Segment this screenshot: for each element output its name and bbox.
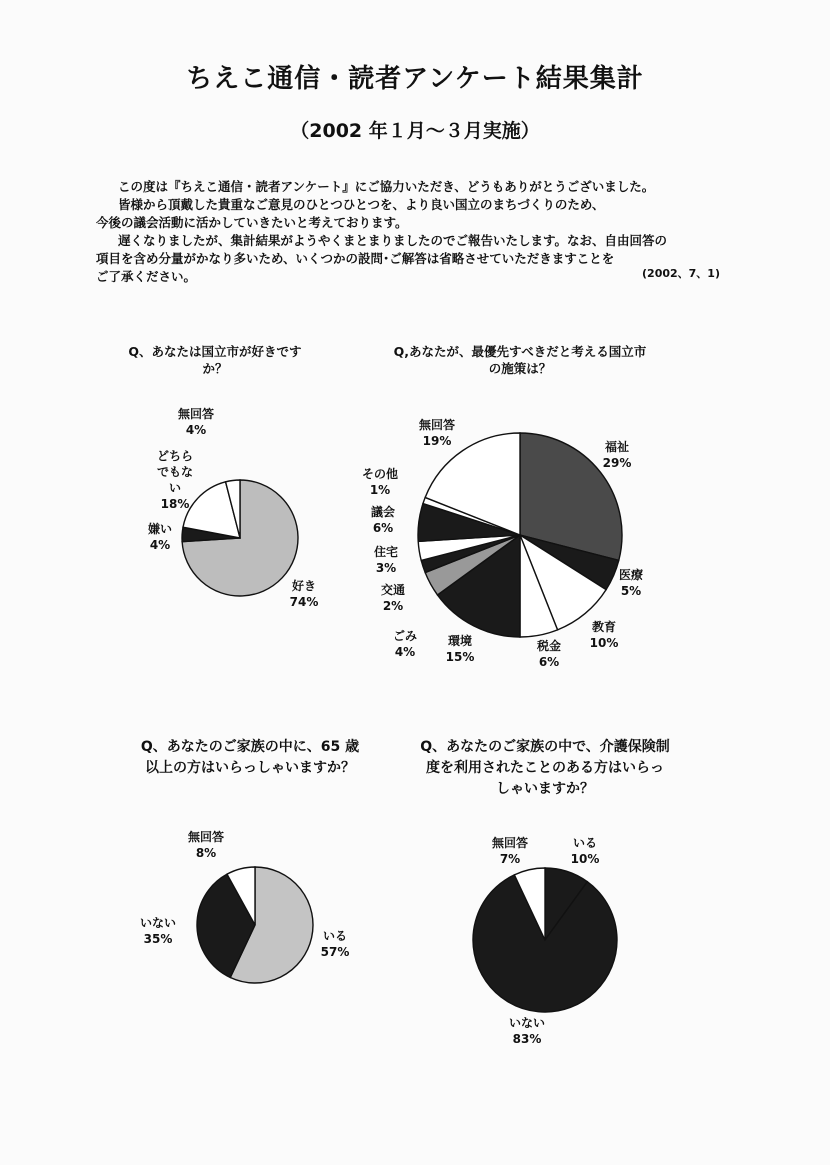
pie-label-1-6: 交通 2%: [380, 583, 406, 613]
intro-line: 今後の議会活動に活かしていきたいと考えております。: [96, 215, 408, 230]
question-line: か？: [202, 361, 228, 376]
question-line: 以上の方はいらっしゃいますか？: [145, 760, 355, 776]
pie-label-2-2: 無回答 8%: [187, 830, 225, 860]
pie-label-1-5: ごみ 4%: [392, 629, 418, 659]
pie-label-3-1: いない 83%: [508, 1016, 546, 1046]
pie-label-1-7: 住宅 3%: [373, 545, 399, 575]
pie-label-3-0: いる 10%: [570, 836, 600, 866]
pie-label-1-10: 無回答 19%: [418, 418, 456, 448]
intro-line: 項目を含め分量がかなり多いため、いくつかの設問･ご解答は省略させていただきますことを: [96, 251, 615, 266]
question-line: 度を利用されたことのある方はいらっ: [426, 760, 664, 776]
question-line: Q、あなたのご家族の中に、65 歳: [140, 739, 360, 755]
pie-chart-like-city: [148, 406, 318, 609]
pie-label-0-0: 好き 74%: [289, 579, 319, 609]
pie-label-1-0: 福祉 29%: [602, 440, 632, 470]
question-line: Q、あなたのご家族の中で、介護保険制: [420, 739, 670, 755]
question-line: の施策は？: [488, 361, 552, 376]
pie-label-1-3: 税金 6%: [536, 639, 562, 669]
pie-label-0-3: 無回答 4%: [177, 407, 215, 437]
intro-line: 皆様から頂戴した貴重なご意見のひとつひとつを、より良い国立のまちづくりのため、: [118, 197, 605, 212]
pie-chart-priority-policy: [362, 417, 643, 669]
pie-label-1-8: 議会 6%: [370, 505, 396, 535]
question-line: Q、あなたは国立市が好きです: [128, 344, 302, 359]
pie-label-1-4: 環境 15%: [445, 634, 475, 664]
intro-line: 遅くなりましたが、集計結果がようやくまとまりましたのでご報告いたします。なお、自由回答の: [118, 233, 668, 248]
question-line: しゃいますか？: [496, 781, 594, 797]
pie-label-3-2: 無回答 7%: [491, 836, 529, 866]
pie-label-0-1: 嫌い 4%: [147, 522, 173, 552]
pie-label-1-2: 教育 10%: [589, 620, 619, 650]
intro-line: ご了承ください。: [96, 269, 197, 284]
pie-label-0-2: どちらでもない 18%: [156, 449, 194, 511]
pie-label-2-1: いない 35%: [139, 916, 177, 946]
pie-label-2-0: いる 57%: [320, 929, 350, 959]
question-line: Q,あなたが、最優先すべきだと考える国立市: [393, 344, 647, 359]
pie-label-1-1: 医療 5%: [618, 568, 644, 598]
intro-line: この度は『ちえこ通信・読者アンケート』にご協力いただき、どうもありがとうございました。: [118, 179, 655, 194]
pie-label-1-9: その他 1%: [361, 467, 399, 497]
pie-chart-care-insurance: [473, 835, 617, 1046]
pie-chart-elderly-family: [140, 829, 349, 983]
intro-date: (2002、7、1): [642, 267, 720, 280]
page-subtitle: （2002 年１月～３月実施）: [290, 120, 540, 142]
page-title: ちえこ通信・読者アンケート結果集計: [186, 64, 644, 94]
